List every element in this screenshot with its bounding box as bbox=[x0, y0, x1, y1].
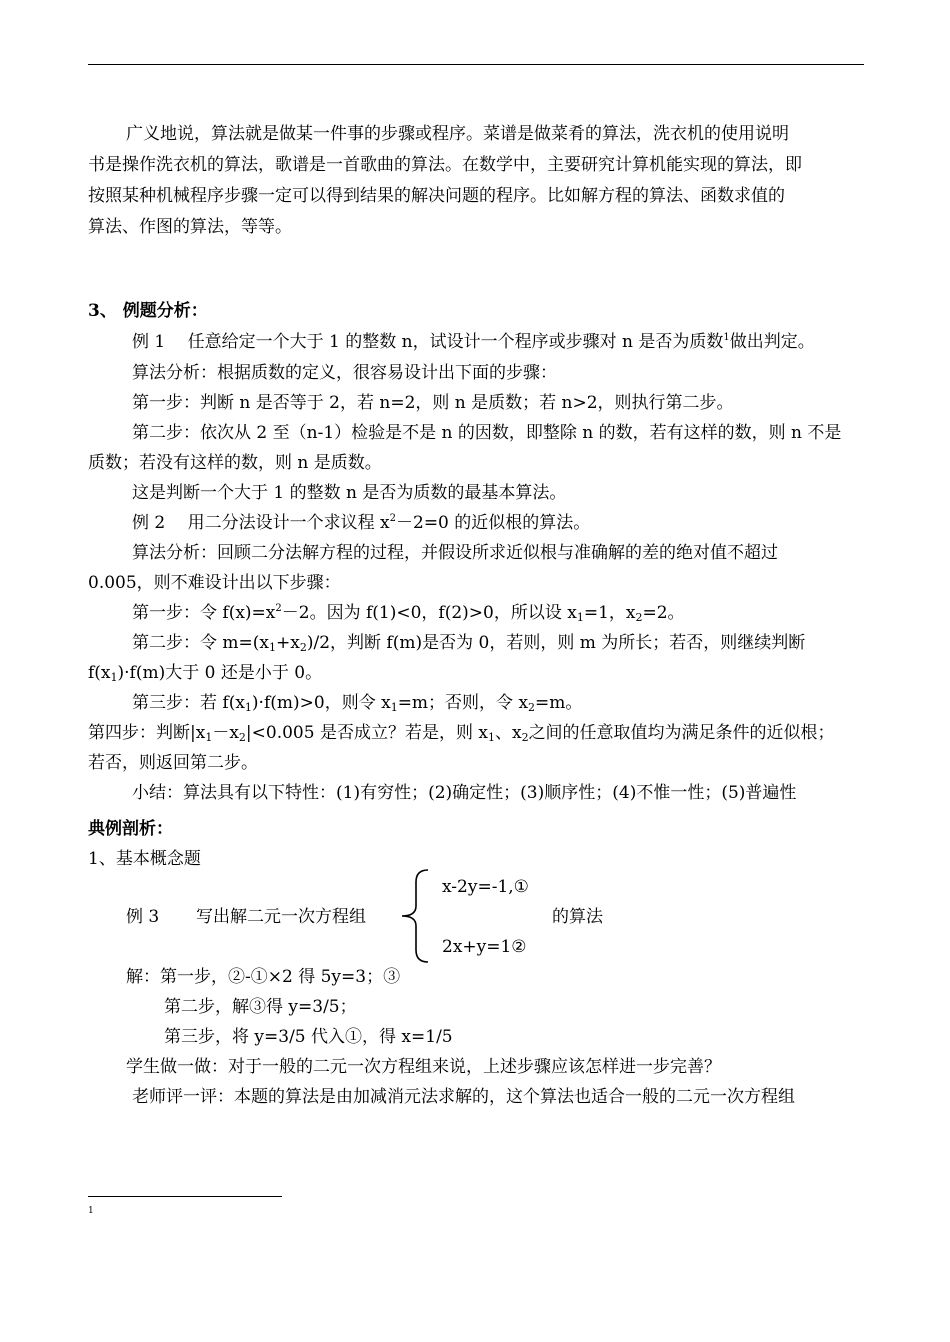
example1-analysis: 算法分析：根据质数的定义，很容易设计出下面的步骤： bbox=[132, 363, 557, 383]
example2-step2-cont bbox=[88, 662, 322, 684]
example1-text: 例 1 任意给定一个大于 1 的整数 n，试设计一个程序或步骤对 n 是否为质数 bbox=[132, 332, 724, 352]
intro-line-2: 书是操作洗衣机的算法，歌谱是一首歌曲的算法。在数学中，主要研究计算机能实现的算法，即 bbox=[88, 155, 802, 175]
text: －x bbox=[212, 723, 239, 743]
text: 第四步：判断|x bbox=[88, 723, 206, 743]
equation-1: x-2y=-1,① bbox=[442, 877, 529, 897]
solution-step2: 第二步，解③得 y=3/5； bbox=[164, 997, 357, 1017]
text: 之间的任意取值均为满足条件的近似根； bbox=[528, 723, 835, 743]
subscript: 1 bbox=[269, 641, 276, 654]
example2-analysis-cont: 0.005，则不难设计出以下步骤： bbox=[88, 573, 341, 593]
subscript: 1 bbox=[390, 701, 398, 714]
text: 第三步：若 f(x bbox=[132, 693, 245, 713]
example2-step4-cont: 若否，则返回第二步。 bbox=[88, 753, 258, 773]
subscript: 1 bbox=[110, 671, 118, 684]
text: =m。 bbox=[535, 693, 583, 713]
example2-analysis: 算法分析：回顾二分法解方程的过程，并假设所求近似根与准确解的差的绝对值不超过 bbox=[132, 543, 778, 563]
example3-label: 例 3 bbox=[126, 907, 160, 927]
left-brace bbox=[398, 868, 434, 964]
example2-step3 bbox=[132, 692, 582, 714]
subscript: 1 bbox=[576, 611, 584, 624]
solution-step1: 解：第一步，②-①×2 得 5y=3；③ bbox=[126, 967, 401, 987]
summary: 小结：算法具有以下特性：(1)有穷性；(2)确定性；(3)顺序性；(4)不惟一性；(5)普遍性 bbox=[132, 783, 797, 803]
equation-2: 2x+y=1② bbox=[442, 937, 527, 957]
teacher-comment: 老师评一评：本题的算法是由加减消元法求解的，这个算法也适合一般的二元一次方程组 bbox=[132, 1087, 795, 1107]
superscript: 2 bbox=[389, 513, 396, 524]
example1-step1: 第一步：判断 n 是否等于 2，若 n=2，则 n 是质数；若 n>2，则执行第二步。 bbox=[132, 393, 734, 413]
text: 第二步：令 m=(x bbox=[132, 633, 269, 653]
header-rule bbox=[88, 64, 864, 65]
superscript: 2 bbox=[275, 603, 282, 614]
example2-statement bbox=[132, 512, 590, 534]
example2-text-end: －2=0 的近似根的算法。 bbox=[396, 513, 591, 533]
solution-step3: 第三步，将 y=3/5 代入①，得 x=1/5 bbox=[164, 1027, 453, 1047]
text: |<0.005 是否成立？若是，则 x bbox=[245, 723, 488, 743]
example2-step1 bbox=[132, 602, 685, 624]
footnote-number: 1 bbox=[88, 1206, 94, 1216]
text: )·f(m)大于 0 还是小于 0。 bbox=[117, 663, 323, 683]
typical-subtitle: 1、基本概念题 bbox=[88, 849, 201, 869]
example3-task: 写出解二元一次方程组 bbox=[196, 907, 366, 927]
subscript: 1 bbox=[487, 731, 495, 744]
text: －2。因为 f(1)<0，f(2)>0，所以设 x bbox=[281, 603, 577, 623]
text: f(x bbox=[88, 663, 111, 683]
text: )·f(m)>0，则令 x bbox=[251, 693, 391, 713]
subscript: 2 bbox=[635, 611, 643, 624]
footnote-mark: 1 bbox=[723, 332, 730, 343]
footnote-rule bbox=[88, 1196, 282, 1197]
example1-conclusion: 这是判断一个大于 1 的整数 n 是否为质数的最基本算法。 bbox=[132, 483, 567, 503]
text: 、x bbox=[494, 723, 522, 743]
intro-line-3: 按照某种机械程序步骤一定可以得到结果的解决问题的程序。比如解方程的算法、函数求值的 bbox=[88, 186, 785, 206]
example2-step4 bbox=[88, 722, 835, 744]
subscript: 2 bbox=[299, 641, 307, 654]
example1-text-end: 做出判定。 bbox=[729, 332, 815, 352]
subscript: 2 bbox=[238, 731, 246, 744]
text: +x bbox=[276, 633, 300, 653]
typical-title: 典例剖析： bbox=[88, 819, 173, 839]
subscript: 1 bbox=[244, 701, 252, 714]
subscript: 1 bbox=[205, 731, 213, 744]
example1-statement bbox=[132, 331, 815, 353]
student-prompt: 学生做一做：对于一般的二元一次方程组来说，上述步骤应该怎样进一步完善？ bbox=[126, 1057, 721, 1077]
example2-text: 例 2 用二分法设计一个求议程 x bbox=[132, 513, 390, 533]
text: =2。 bbox=[642, 603, 685, 623]
text: =m；否则，令 x bbox=[397, 693, 529, 713]
example1-step2: 第二步：依次从 2 至（n-1）检验是不是 n 的因数，即整除 n 的数，若有这样的数，则 n 不是 bbox=[132, 423, 842, 443]
section-title: 3、 例题分析： bbox=[88, 301, 208, 321]
example2-step2 bbox=[132, 632, 805, 654]
text: 第一步：令 f(x)=x bbox=[132, 603, 276, 623]
intro-line-1: 广义地说，算法就是做某一件事的步骤或程序。菜谱是做菜肴的算法，洗衣机的使用说明 bbox=[126, 124, 789, 144]
example3-suffix: 的算法 bbox=[552, 907, 603, 927]
text: =1，x bbox=[583, 603, 636, 623]
subscript: 2 bbox=[521, 731, 529, 744]
subscript: 2 bbox=[528, 701, 536, 714]
example1-step2-cont: 质数；若没有这样的数，则 n 是质数。 bbox=[88, 453, 382, 473]
text: )/2，判断 f(m)是否为 0，若则，则 m 为所长；若否，则继续判断 bbox=[306, 633, 806, 653]
intro-line-4: 算法、作图的算法，等等。 bbox=[88, 217, 292, 237]
